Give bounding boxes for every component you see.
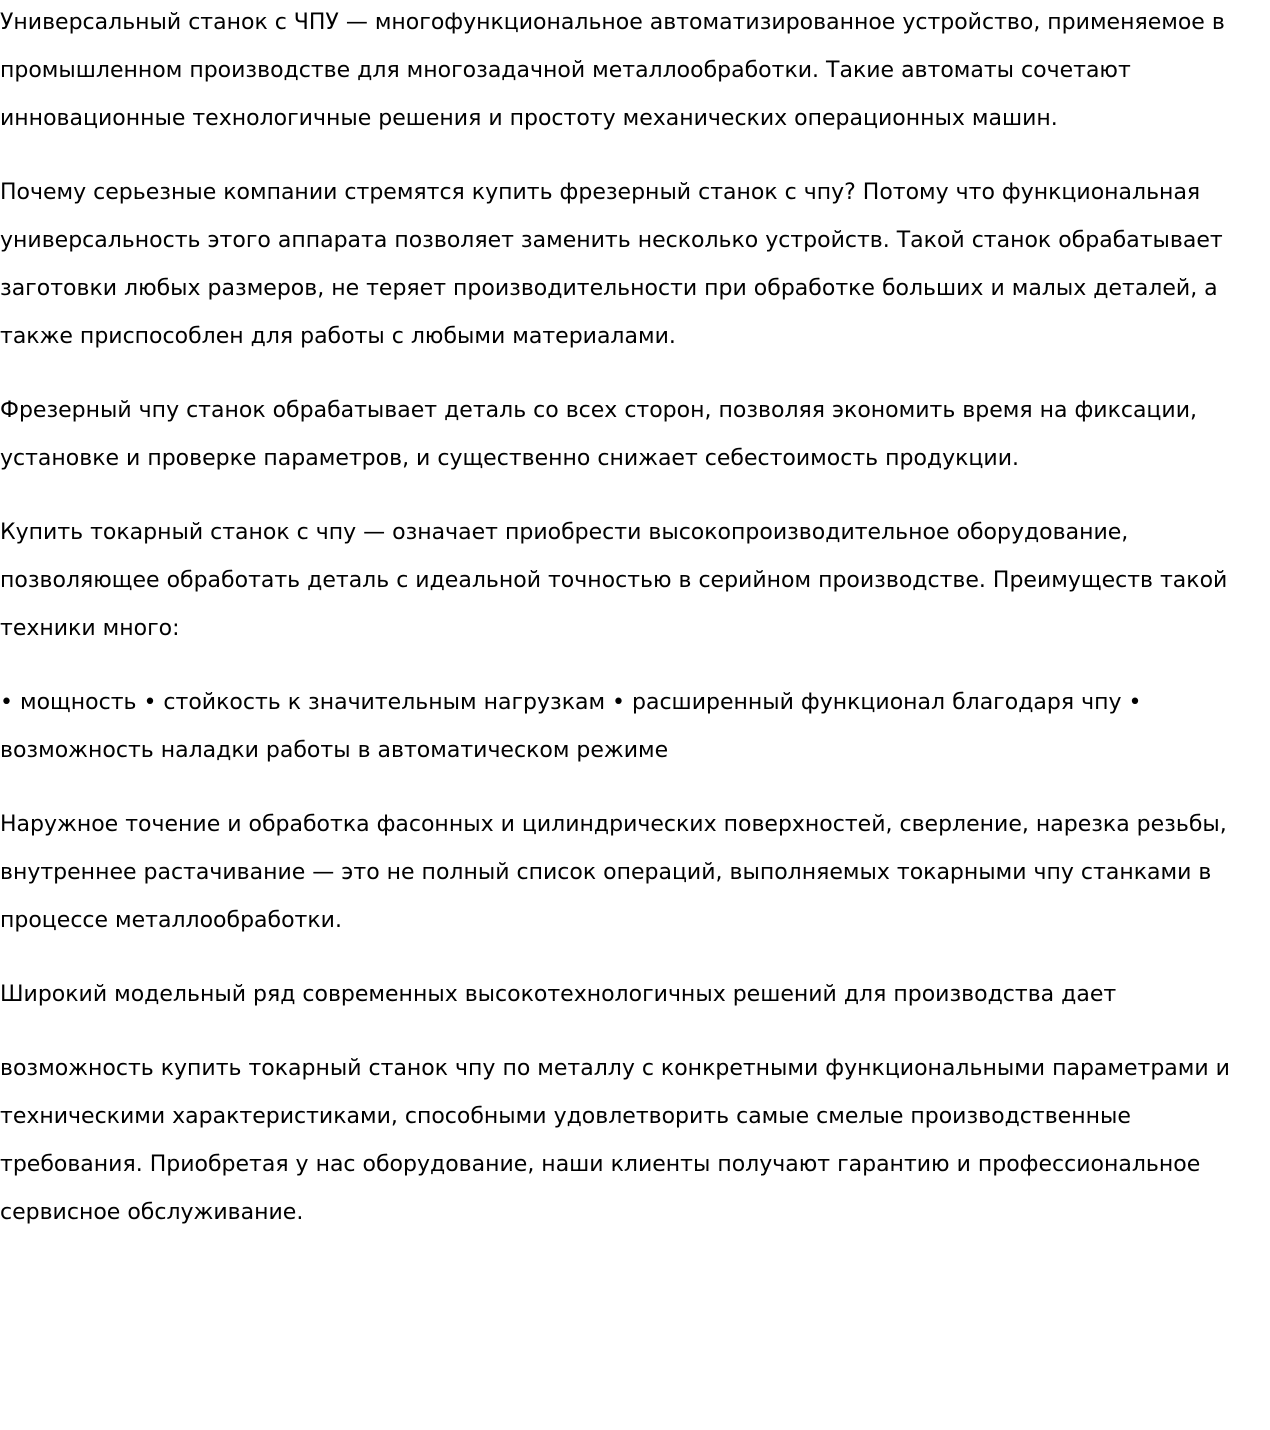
paragraph-milling-benefits: Фрезерный чпу станок обрабатывает деталь со всех сторон, позволяя экономить время на фиксации, установке и проверке параметров, и существенно снижает себестоимость продукции.	[0, 398, 1197, 471]
paragraph-model-range: Широкий модельный ряд современных высокотехнологичных решений для производства дает	[0, 982, 1117, 1007]
paragraph-lathe-buy: Купить токарный станок с чпу — означает приобрести высокопроизводительное оборудование, позволяющее обработать деталь с идеальной точностью в серийном производстве. Преимуществ такой техники много:	[0, 520, 1228, 641]
paragraph-closing: возможность купить токарный станок чпу по металлу с конкретными функциональными параметрами и техническими характеристиками, способными удовлетворить самые смелые производственные требования. Приобретая у нас оборудование, наши клиенты получают гарантию и профессиональное сервисное обслуживание.	[0, 1056, 1230, 1225]
paragraph-advantages-list: • мощность • стойкость к значительным нагрузкам • расширенный функционал благодаря чпу • возможность наладки работы в автоматическом режиме	[0, 690, 1142, 763]
paragraph-intro: Универсальный станок с ЧПУ — многофункциональное автоматизированное устройство, применяемое в промышленном производстве для многозадачной металлообработки. Такие автоматы сочетают инновационные технологичные решения и простоту механических операционных машин.	[0, 10, 1225, 131]
paragraph-milling-why: Почему серьезные компании стремятся купить фрезерный станок с чпу? Потому что функциональная универсальность этого аппарата позволяет заменить несколько устройств. Такой станок обрабатывает заготовки любых размеров, не теряет производительности при обработке больших и малых деталей, а также приспособлен для работы с любыми материалами.	[0, 180, 1223, 349]
paragraph-operations: Наружное точение и обработка фасонных и цилиндрических поверхностей, сверление, нарезка резьбы, внутреннее растачивание — это не полный список операций, выполняемых токарными чпу станками в процессе металлообработки.	[0, 812, 1227, 933]
